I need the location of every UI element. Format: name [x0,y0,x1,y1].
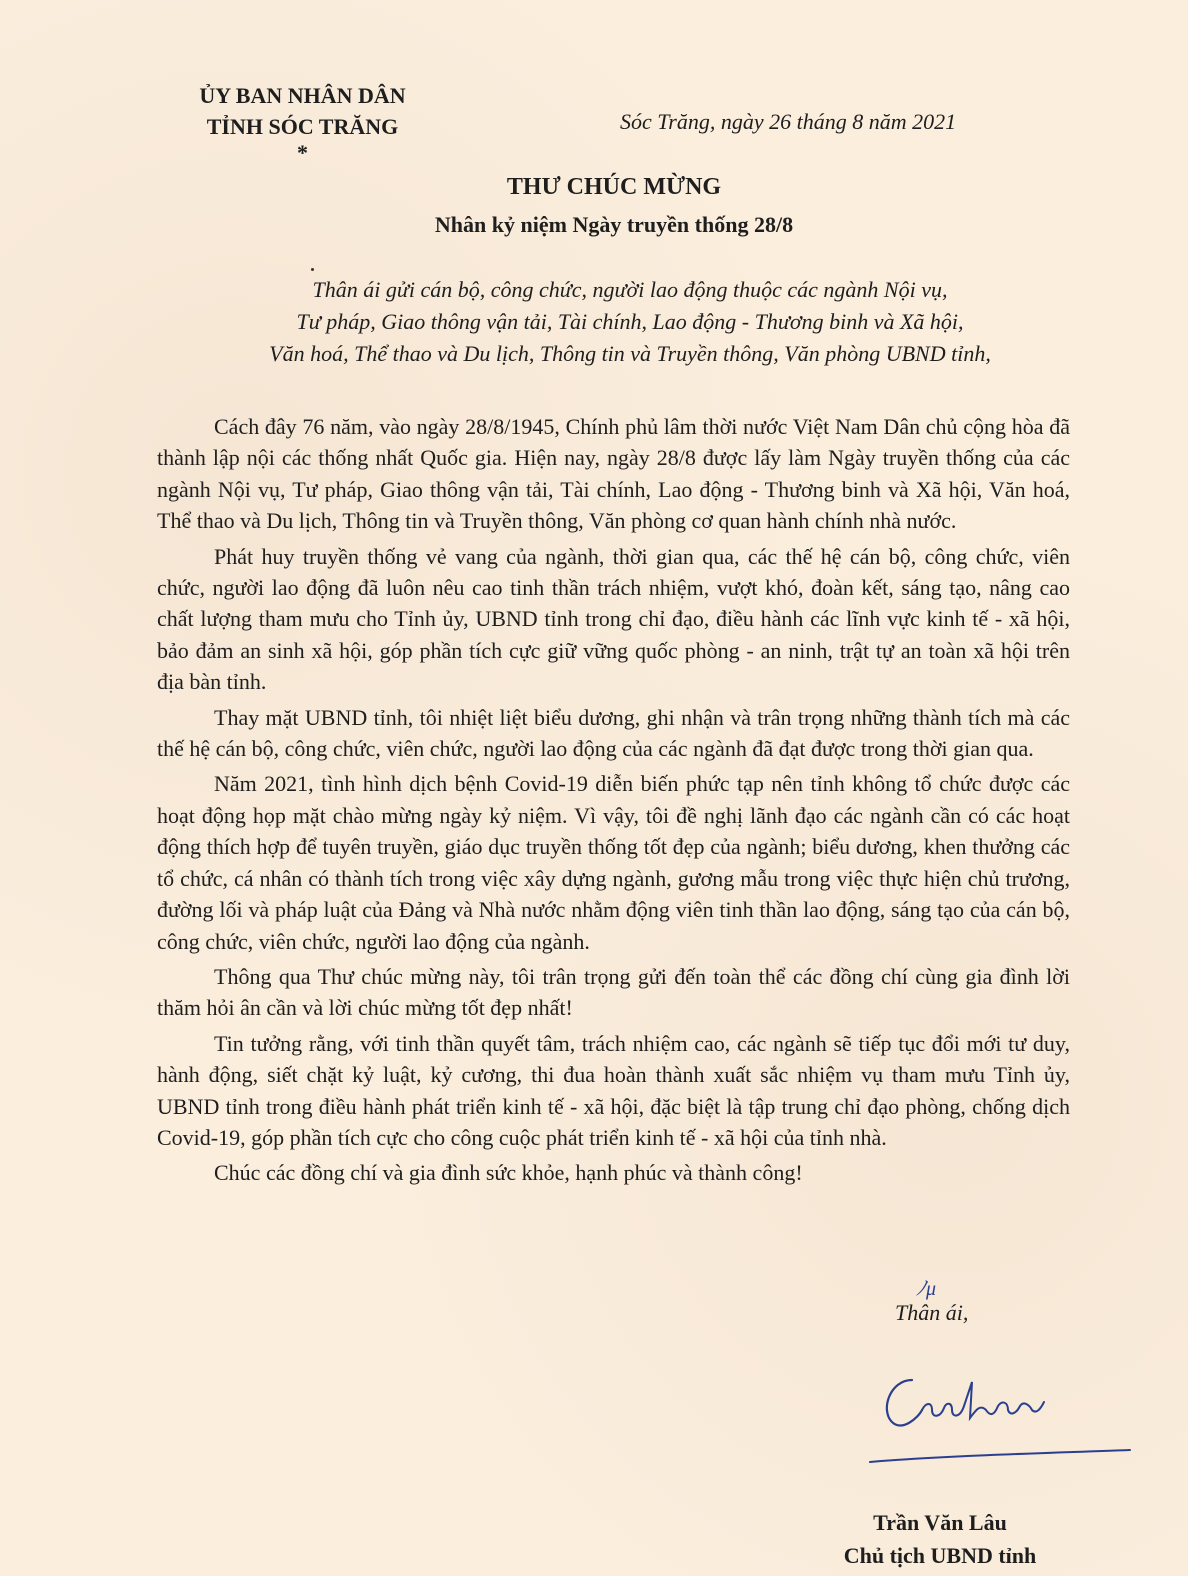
body-paragraph: Năm 2021, tình hình dịch bệnh Covid-19 diễn biến phức tạp nên tỉnh không tổ chức được các hoạt động họp mặt chào mừng ngày kỷ niệm. Vì vậy, tôi đề nghị lãnh đạo các ngành cần có các hoạt động thích hợp để tuyên truyền, giáo dục truyền thống tốt đẹp của ngành; biểu dương, khen thưởng các tổ chức, cá nhân có thành tích trong việc xây dựng ngành, gương mẫu trong việc thực hiện chủ trương, đường lối và pháp luật của Đảng và Nhà nước nhằm động viên tinh thần lao động, sáng tạo của cán bộ, công chức, viên chức, người lao động của ngành. [157,771,1070,954]
document-subtitle: Nhân kỷ niệm Ngày truyền thống 28/8 [434,212,794,237]
body-paragraph: Thay mặt UBND tỉnh, tôi nhiệt liệt biểu dương, ghi nhận và trân trọng những thành tích mà các thế hệ cán bộ, công chức, viên chức, người lao động của các ngành đã đạt được trong thời gian qua. [157,704,1070,762]
body-paragraph: Tin tưởng rằng, với tinh thần quyết tâm, trách nhiệm cao, các ngành sẽ tiếp tục đổi mới tư duy, hành động, siết chặt kỷ luật, kỷ cương, thi đua hoàn thành xuất sắc nhiệm vụ tham mưu Tỉnh ủy, UBND tỉnh trong điều hành phát triển kinh tế - xã hội, đặc biệt là tập trung chỉ đạo phòng, chống dịch Covid-19, góp phần tích cực cho công cuộc phát triển kinh tế - xã hội của tỉnh nhà. [157,1030,1070,1150]
agency-mark: * [297,140,308,165]
body-paragraph: Phát huy truyền thống vẻ vang của ngành, thời gian qua, các thế hệ cán bộ, công chức, viên chức, người lao động đã luôn nêu cao tinh thần trách nhiệm, vượt khó, đoàn kết, sáng tạo, nâng cao chất lượng tham mưu cho Tỉnh ủy, UBND tỉnh trong chỉ đạo, điều hành các lĩnh vực kinh tế - xã hội, bảo đảm an sinh xã hội, góp phần tích cực giữ vững quốc phòng - an ninh, trật tự an toàn xã hội trên địa bàn tỉnh. [157,543,1070,695]
body-paragraph: Cách đây 76 năm, vào ngày 28/8/1945, Chính phủ lâm thời nước Việt Nam Dân chủ cộng hòa đã thành lập nội các thống nhất Quốc gia. Hiện nay, ngày 28/8 được lấy làm Ngày truyền thống của các ngành Nội vụ, Tư pháp, Giao thông vận tải, Tài chính, Lao động - Thương binh và Xã hội, Văn hoá, Thể thao và Du lịch, Thông tin và Truyền thông, Văn phòng cơ quan hành chính nhà nước. [157,414,1070,534]
body-paragraph: Chúc các đồng chí và gia đình sức khỏe, hạnh phúc và thành công! [214,1160,803,1186]
signature-graphic [860,1340,1140,1470]
issuing-agency [165,80,440,165]
agency-line-2: TỈNH SÓC TRĂNG [206,114,399,139]
salutation-line-3: Văn hoá, Thể thao và Du lịch, Thông tin và Truyền thông, Văn phòng UBND tỉnh, [269,341,991,366]
signer-name: Trần Văn Lâu [873,1510,1007,1535]
closing-remark: Thân ái, [895,1300,969,1325]
document-title: THƯ CHÚC MỪNG [506,174,722,200]
signature [860,1340,1140,1470]
stray-dot [311,268,314,271]
salutation-line-2: Tư pháp, Giao thông vận tải, Tài chính, Lao động - Thương binh và Xã hội, [296,309,964,334]
body-paragraph: Thông qua Thư chúc mừng này, tôi trân trọng gửi đến toàn thể các đồng chí cùng gia đình lời thăm hỏi ân cần và lời chúc mừng tốt đẹp nhất! [157,963,1070,1021]
salutation-line-1: Thân ái gửi cán bộ, công chức, người lao động thuộc các ngành Nội vụ, [312,277,948,302]
signer-block [790,1506,1090,1572]
initial-mark-icon: ﾉμ [916,1278,937,1300]
place-date: Sóc Trăng, ngày 26 tháng 8 năm 2021 [620,109,957,134]
agency-line-1: ỦY BAN NHÂN DÂN [199,83,406,108]
letter-body [157,411,1070,1193]
signer-title: Chủ tịch UBND tỉnh [843,1543,1037,1568]
salutation [160,274,1100,370]
